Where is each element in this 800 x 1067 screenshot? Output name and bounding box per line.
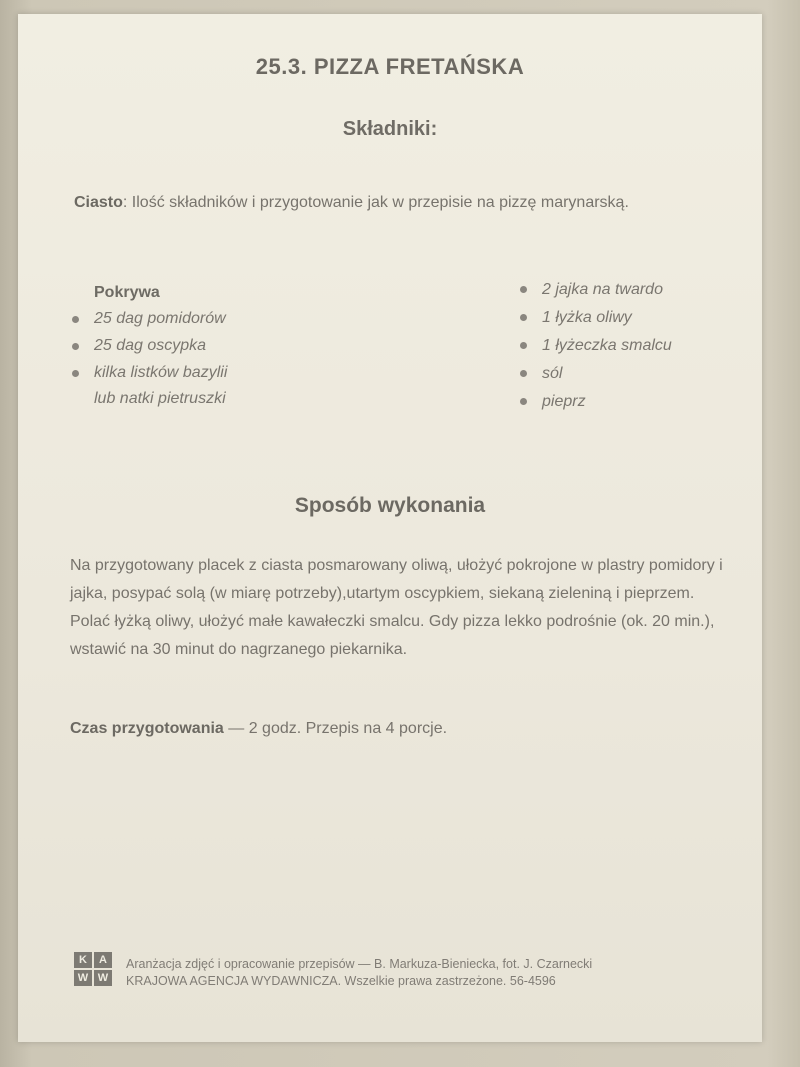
recipe-card [18, 14, 762, 1042]
ingredient-text: 25 dag oscypka [94, 337, 207, 354]
credits-footer [126, 956, 592, 990]
list-item [518, 388, 672, 415]
ingredient-list-left [70, 306, 227, 412]
prep-time [70, 720, 447, 738]
recipe-title: 25.3. PIZZA FRETAŃSKA [255, 54, 525, 79]
list-item [518, 332, 672, 359]
bullet-icon [72, 343, 79, 350]
prep-time-label: Czas przygotowania [70, 720, 224, 737]
logo-letter: A [94, 952, 112, 968]
ingredient-text: kilka listków bazylii lub natki pietruszki [94, 364, 228, 407]
bullet-icon [72, 370, 79, 377]
list-item [518, 304, 672, 331]
credits-line: Aranżacja zdjęć i opracowanie przepisów — B. Markuza-Bieniecka, fot. J. Czarnecki [126, 957, 593, 971]
bullet-icon [520, 398, 527, 405]
bullet-icon [520, 286, 527, 293]
prep-time-text: — 2 godz. Przepis na 4 porcje. [223, 720, 448, 737]
ingredient-list-right [518, 276, 672, 415]
dough-label: Ciasto [74, 194, 123, 211]
list-item [70, 333, 227, 359]
publisher-line: KRAJOWA AGENCJA WYDAWNICZA. Wszelkie prawa zastrzeżone. 56-4596 [126, 974, 556, 988]
ingredients-heading: Składniki: [342, 118, 438, 140]
bullet-icon [520, 370, 527, 377]
logo-letter: W [94, 970, 112, 986]
logo-letter: W [74, 970, 92, 986]
ingredient-text: 2 jajka na twardo [542, 281, 663, 298]
dough-note [74, 188, 724, 218]
bullet-icon [72, 316, 79, 323]
ingredients-right-column [518, 276, 672, 416]
ingredient-text: pieprz [542, 393, 586, 410]
ingredient-text: 1 łyżka oliwy [542, 309, 632, 326]
topping-heading: Pokrywa [94, 284, 160, 301]
list-item [518, 360, 672, 387]
bullet-icon [520, 314, 527, 321]
logo-letter: K [74, 952, 92, 968]
ingredient-text: 1 łyżeczka smalcu [542, 337, 672, 354]
ingredients-left-column [70, 280, 227, 413]
list-item [70, 360, 227, 412]
publisher-logo [74, 952, 112, 986]
list-item [518, 276, 672, 303]
method-heading: Sposób wykonania [294, 494, 486, 517]
bullet-icon [520, 342, 527, 349]
dough-text: : Ilość składników i przygotowanie jak w przepisie na pizzę marynarską. [122, 194, 629, 211]
method-text: Na przygotowany placek z ciasta posmarowany oliwą, ułożyć pokrojone w plastry pomidory i jajka, posypać solą (w miarę potrzeby),utartym oscypkiem, siekaną zieleniną i pieprzem. Polać łyżką oliwy, ułożyć małe kawałeczki smalcu. Gdy pizza lekko podrośnie (ok. 20 min.), wstawić na 30 minut do nagrzanego piekarnika. [70, 557, 723, 658]
list-item [70, 306, 227, 332]
ingredient-text: sól [542, 365, 563, 382]
ingredient-text: 25 dag pomidorów [94, 310, 226, 327]
